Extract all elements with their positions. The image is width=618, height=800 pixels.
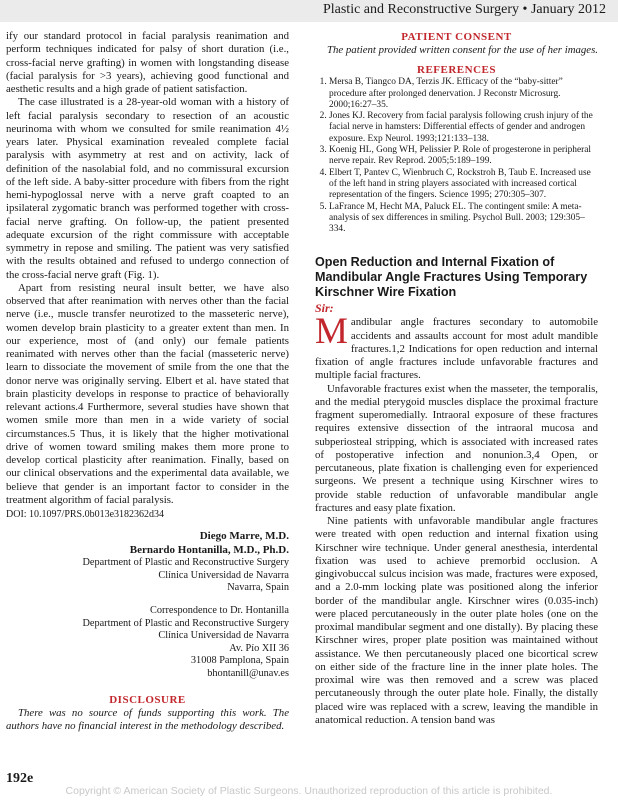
references-heading: REFERENCES [417,64,496,77]
body-paragraph: Nine patients with unfavorable mandibular angle fractures were treated with open reduction and internal fixation using Kirschner wire technique. Under general anesthesia, interdental fixation was used to achieve premorbid occlusion. A gingivobuccal sulcus incision was made, fractures were exposed, and a 2.0-mm locking plate was positioned along the inferior border of the mandibular angle. Kirschner wires (0.035-inch) were placed percutaneously in the outer plate holes (one on the proximal mandibular segment and one distally). By placing these Kirschner wires, proper plate position was maintained without assistance. We then percutaneously placed one bicortical screw on either side of the fracture line in the inner plate holes. The proximal wire was then removed and a screw was placed percutaneously through the outer plate hole. Finally, the distally placed wire was replaced with a screw, leaving the mandible in anatomical reduction. A tension band was [315,515,598,726]
salutation: Sir: [315,301,334,316]
affiliation-line: Clínica Universidad de Navarra [158,569,289,581]
affiliation-line: Department of Plastic and Reconstructive Surgery [82,557,289,569]
disclosure-heading: DISCLOSURE [109,693,186,706]
patient-consent-text: The patient provided written consent for the use of her images. [327,44,598,56]
body-paragraph: Apart from resisting neural insult better, we have also observed that after reanimation with nerves other than the facial nerve (i.e., muscle transfer neurotized to the masseteric nerve), women develop brain plasticity to a greater extent than men. In our experience, most of (and only) our female patients reanimated with nerves other than the facial (masseteric nerve) learn to dissociate the movement of smile from the one that the donor nerve was originally serving. Elbert et al. have stated that brain plasticity develops in response to practice of behaviorally relevant actions.4 Furthermore, several studies have shown that women smile more than men in a wide variety of social circumstances.5 Thus, it is likely that the higher motivational drive of women toward smiling makes them more prone to develop cortical plasticity after reanimation. Finally, based on our clinical observations and the experimental data available, we believe that gender is an important factor to consider in the treatment algorithm of facial paralysis. [6,281,289,506]
author-block [6,529,289,595]
page-number: 192e [6,771,34,786]
reference-item: 5. LaFrance M, Hecht MA, Paluck EL. The contingent smile: A meta-analysis of sex differences in smiling. Psychol Bull. 2003; 129:305–334. [329,202,598,236]
correspondence-email: bhontanill@unav.es [207,668,289,679]
right-column [315,30,598,727]
correspondence-block [6,605,289,681]
author-name: Diego Marre, M.D. [199,530,289,543]
correspondence-line: Department of Plastic and Reconstructive Surgery [82,617,289,629]
doi: DOI: 10.1097/PRS.0b013e3182362d34 [6,509,165,520]
first-paragraph-text: andibular angle fractures secondary to automobile accidents and assaults account for most adult mandible fractures.1,2 Indications for open reduction and internal fixation of angle fractures include unfavorable fractures and multiple facial fractures. [315,316,598,382]
body-paragraph: ify our standard protocol in facial paralysis reanimation and perform techniques indicated for palsy of short duration (i.e., cross-facial nerve grafting) in women with longstanding disease (facial paralysis for >3 years), achieving good functional and aesthetic results and a high grade of patient satisfaction. [6,30,289,95]
reference-item: 3. Koenig HL, Gong WH, Pelissier P. Role of progesterone in peripheral nerve repair. Rev Reprod. 2005;5:189–199. [329,145,598,168]
journal-title: Plastic and Reconstructive Surgery • January 2012 [322,2,606,17]
body-paragraph: The case illustrated is a 28-year-old woman with a history of left facial paralysis secondary to resection of an acoustic neurinoma with whom we consulted for smile reanimation 4½ years later. Physical examination revealed complete facial paralysis with asymmetry at rest and on activity, lack of definition of the nasolabial fold, and no commissural excursion of the left side. A baby-sitter procedure with fibers from the right hemi-hypoglossal nerve with a nerve graft coapted to an ipsilateral zygomatic branch was performed together with cross-facial nerve grafting. On follow-up, the patient presented adequate excursion of the right commissure with acceptable symmetry in repose and smiling. The patient was very satisfied with the results obtained and refused to undergo connection of the cross-facial nerve graft (Fig. 1). [6,96,289,281]
correspondence-line: 31008 Pamplona, Spain [190,655,289,667]
affiliation-line: Navarra, Spain [227,582,289,594]
correspondence-line: Clínica Universidad de Navarra [158,630,289,642]
disclosure-text: There was no source of funds supporting this work. The authors have no financial interest in the methodology described. [6,706,289,732]
copyright-footer: Copyright © American Society of Plastic Surgeons. Unauthorized reproduction of this article is prohibited. [65,785,553,797]
correspondence-line: Av. Pío XII 36 [229,642,289,654]
disclosure-section [6,693,289,734]
reference-item: 1. Mersa B, Tiangco DA, Terzis JK. Efficacy of the “baby-sitter” procedure after prolonged denervation. J Reconstr Microsurg. 2000;16:27–35. [329,77,598,111]
running-header [0,0,618,22]
body-paragraph: Unfavorable fractures exist when the masseter, the temporalis, and the medial pterygoid muscles displace the proximal fracture fragment superomedially. Intraoral exposure of these fractures requires extensive dissection of the intraoral mucosa and subperiosteal stripping, which is associated with increased rates of postoperative infection and nonunion.3,4 Open, or percutaneous, plate fixation is challenging even for experienced surgeons. We present a technique using Kirschner wires to provide stable reduction of unfavorable mandibular angle fractures and easy plate fixation. [315,382,598,514]
body-paragraph [315,311,598,382]
left-column [6,30,289,733]
drop-cap: M [315,311,348,353]
references-list [315,77,598,235]
patient-consent-heading: PATIENT CONSENT [401,31,512,43]
reference-item: 2. Jones KJ. Recovery from facial paralysis following crush injury of the facial nerve in hamsters: Differential effects of gender and androgen exposure. Exp Neurol. 1993;121:133–138. [329,111,598,145]
correspondence-label: Correspondence to Dr. Hontanilla [150,605,289,617]
author-name: Bernardo Hontanilla, M.D., Ph.D. [129,544,289,557]
reference-item: 4. Elbert T, Pantev C, Wienbruch C, Rockstroh B, Taub E. Increased use of the left hand in string players associated with increased cortical representation of the fingers. Science 1995; 270:305–307. [329,168,598,202]
article-title: Open Reduction and Internal Fixation of Mandibular Angle Fractures Using Temporary Kirschner Wire Fixation [315,255,588,300]
